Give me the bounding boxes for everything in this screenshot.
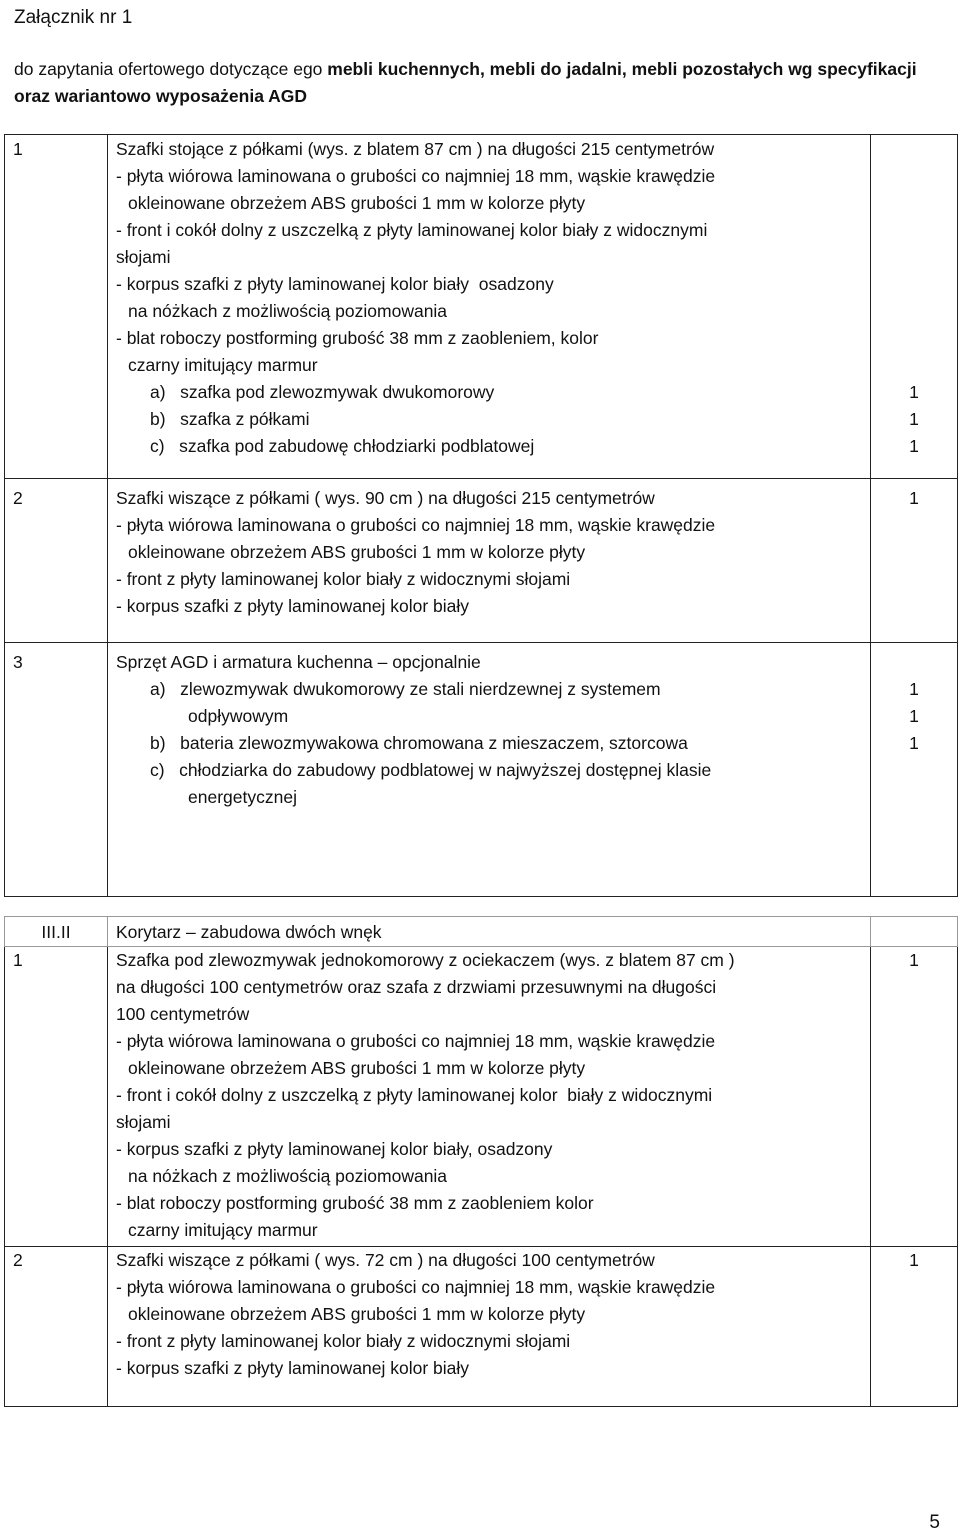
desc-line: czarny imitujący marmur bbox=[128, 355, 318, 375]
desc-list-continuation: odpływowym bbox=[188, 706, 289, 726]
desc-line: okleinowane obrzeżem ABS grubości 1 mm w kolorze płyty bbox=[128, 193, 586, 213]
row-number-cell bbox=[5, 947, 108, 1247]
desc-line: na nóżkach z możliwością poziomowania bbox=[128, 1166, 448, 1186]
desc-list-item: b) bateria zlewozmywakowa chromowana z mieszaczem, sztorcowa bbox=[150, 733, 688, 753]
corridor-spec-table bbox=[4, 916, 958, 1407]
desc-list-item: c) chłodziarka do zabudowy podblatowej w najwyższej dostępnej klasie bbox=[150, 760, 712, 780]
desc-line: - front z płyty laminowanej kolor biały z widocznymi słojami bbox=[116, 569, 571, 589]
quantity-value: 1 bbox=[909, 1250, 919, 1270]
desc-line: czarny imitujący marmur bbox=[128, 1220, 318, 1240]
row-quantity-cell bbox=[871, 1247, 958, 1407]
table-row bbox=[5, 643, 958, 897]
row-quantity-cell bbox=[871, 947, 958, 1247]
desc-line: - korpus szafki z płyty laminowanej kolor biały osadzony bbox=[116, 274, 554, 294]
quantity-value: 1 bbox=[909, 488, 919, 508]
desc-line: - blat roboczy postforming grubość 38 mm z zaobleniem kolor bbox=[116, 1193, 594, 1213]
desc-line: - front z płyty laminowanej kolor biały z widocznymi słojami bbox=[116, 1331, 571, 1351]
quantity-value: 1 bbox=[909, 706, 919, 726]
desc-heading-text: Sprzęt AGD i armatura kuchenna – opcjonalnie bbox=[116, 652, 481, 672]
row-description-cell bbox=[108, 947, 871, 1247]
row-description-cell bbox=[108, 1247, 871, 1407]
section-number-cell bbox=[5, 917, 108, 947]
section-title-cell bbox=[108, 917, 871, 947]
row-number: 2 bbox=[13, 1250, 23, 1270]
desc-line: - płyta wiórowa laminowana o grubości co najmniej 18 mm, wąskie krawędzie bbox=[116, 515, 716, 535]
row-number: 3 bbox=[13, 652, 23, 672]
quantity-value: 1 bbox=[909, 733, 919, 753]
desc-line: - blat roboczy postforming grubość 38 mm z zaobleniem, kolor bbox=[116, 328, 599, 348]
desc-heading bbox=[116, 649, 870, 676]
row-number-cell bbox=[5, 135, 108, 479]
desc-line: - płyta wiórowa laminowana o grubości co najmniej 18 mm, wąskie krawędzie bbox=[116, 1277, 716, 1297]
page-number: 5 bbox=[929, 1512, 940, 1533]
desc-line: - front i cokół dolny z uszczelką z płyty laminowanej kolor biały z widocznymi bbox=[116, 220, 708, 240]
desc-list-item: a) zlewozmywak dwukomorowy ze stali nierdzewnej z systemem bbox=[150, 679, 661, 699]
row-number: 1 bbox=[13, 950, 23, 970]
intro-text: do zapytania ofertowego dotyczące ego bbox=[14, 59, 328, 79]
desc-line: 100 centymetrów bbox=[116, 1004, 250, 1024]
row-number: 1 bbox=[13, 139, 23, 159]
table-row bbox=[5, 479, 958, 643]
desc-line: okleinowane obrzeżem ABS grubości 1 mm w kolorze płyty bbox=[128, 1058, 586, 1078]
desc-list-item: a) szafka pod zlewozmywak dwukomorowy bbox=[150, 382, 495, 402]
section-title: Korytarz – zabudowa dwóch wnęk bbox=[116, 922, 382, 942]
desc-line: - korpus szafki z płyty laminowanej kolor biały bbox=[116, 596, 470, 616]
quantity-value: 1 bbox=[909, 950, 919, 970]
table-row bbox=[5, 947, 958, 1247]
kitchen-spec-table bbox=[4, 134, 958, 897]
desc-line: słojami bbox=[116, 247, 171, 267]
desc-line: Szafki stojące z półkami (wys. z blatem 87 cm ) na długości 215 centymetrów bbox=[116, 139, 715, 159]
desc-line: okleinowane obrzeżem ABS grubości 1 mm w kolorze płyty bbox=[128, 1304, 586, 1324]
document-title: Załącznik nr 1 bbox=[14, 7, 133, 28]
desc-line: - front i cokół dolny z uszczelką z płyty laminowanej kolor biały z widocznymi bbox=[116, 1085, 713, 1105]
section-quantity-cell bbox=[871, 917, 958, 947]
row-quantity-cell bbox=[871, 479, 958, 643]
section-number: III.II bbox=[41, 922, 71, 942]
quantity-value: 1 bbox=[909, 409, 919, 429]
row-number-cell bbox=[5, 1247, 108, 1407]
quantity-value: 1 bbox=[909, 436, 919, 456]
row-quantity-cell bbox=[871, 135, 958, 479]
document-intro bbox=[14, 56, 954, 110]
row-number: 2 bbox=[13, 488, 23, 508]
desc-list-continuation: energetycznej bbox=[188, 787, 297, 807]
row-number-cell bbox=[5, 479, 108, 643]
desc-line: Szafki wiszące z półkami ( wys. 90 cm ) na długości 215 centymetrów bbox=[116, 488, 655, 508]
desc-line: - korpus szafki z płyty laminowanej kolor biały, osadzony bbox=[116, 1139, 553, 1159]
desc-line: Szafka pod zlewozmywak jednokomorowy z ociekaczem (wys. z blatem 87 cm ) bbox=[116, 950, 735, 970]
desc-list-item: c) szafka pod zabudowę chłodziarki podblatowej bbox=[150, 436, 535, 456]
table-row bbox=[5, 135, 958, 479]
intro-bold-text: mebli kuchennych, mebli do jadalni, mebli pozostałych wg specyfikacji oraz wariantowo wyposażenia AGD bbox=[14, 59, 917, 106]
desc-list-item: b) szafka z półkami bbox=[150, 409, 310, 429]
desc-line: na nóżkach z możliwością poziomowania bbox=[128, 301, 448, 321]
desc-line: - korpus szafki z płyty laminowanej kolor biały bbox=[116, 1358, 470, 1378]
row-quantity-cell bbox=[871, 643, 958, 897]
desc-line: okleinowane obrzeżem ABS grubości 1 mm w kolorze płyty bbox=[128, 542, 586, 562]
table-row bbox=[5, 1247, 958, 1407]
quantity-value: 1 bbox=[909, 679, 919, 699]
quantity-value: 1 bbox=[909, 382, 919, 402]
row-description-cell bbox=[108, 479, 871, 643]
row-description-cell bbox=[108, 643, 871, 897]
desc-line: na długości 100 centymetrów oraz szafa z drzwiami przesuwnymi na długości bbox=[116, 977, 717, 997]
row-description-cell bbox=[108, 135, 871, 479]
desc-line: - płyta wiórowa laminowana o grubości co najmniej 18 mm, wąskie krawędzie bbox=[116, 166, 716, 186]
desc-line: Szafki wiszące z półkami ( wys. 72 cm ) na długości 100 centymetrów bbox=[116, 1250, 655, 1270]
section-header-row bbox=[5, 917, 958, 947]
row-number-cell bbox=[5, 643, 108, 897]
desc-line: słojami bbox=[116, 1112, 171, 1132]
desc-line: - płyta wiórowa laminowana o grubości co najmniej 18 mm, wąskie krawędzie bbox=[116, 1031, 716, 1051]
